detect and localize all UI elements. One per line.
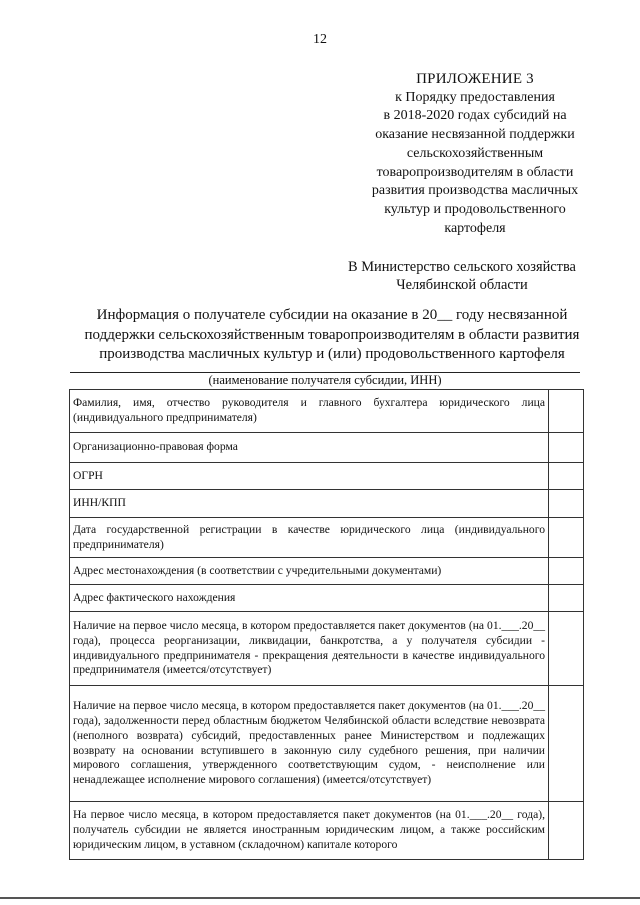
- row-value: [549, 802, 584, 860]
- row-label: Фамилия, имя, отчество руководителя и главного бухгалтера юридического лица (индивидуального предпринимателя): [70, 390, 549, 433]
- heading-line: поддержки сельскохозяйственным товаропроизводителям в области развития: [84, 326, 580, 343]
- table-row: [70, 558, 584, 585]
- table-row: [70, 802, 584, 860]
- addressee-block: [330, 258, 594, 294]
- appendix-line: к Порядку предоставления: [395, 89, 555, 105]
- row-value: [549, 585, 584, 612]
- appendix-line: в 2018-2020 годах субсидий на: [383, 108, 567, 124]
- row-label: Дата государственной регистрации в качестве юридического лица (индивидуального предпринимателя): [70, 518, 549, 558]
- table-row: [70, 518, 584, 558]
- row-value: [549, 612, 584, 686]
- row-label: Наличие на первое число месяца, в котором предоставляется пакет документов (на 01.___.20__ года), задолженности перед областным бюджетом Челябинской области вследствие невозврата (неполного возврата) субсидий, предоставленных ранее Министерством и подлежащих возврату на основании вступившего в законную силу судебного решения, при наличии мирового соглашения, утвержденного соответствующим судом, - неисполнение или ненадлежащее исполнение мирового соглашения) (имеется/отсутствует): [70, 686, 549, 802]
- row-value: [549, 490, 584, 518]
- appendix-line: картофеля: [444, 220, 506, 236]
- addressee-line: В Министерство сельского хозяйства: [348, 259, 576, 275]
- table-row: [70, 490, 584, 518]
- row-label: ИНН/КПП: [70, 490, 549, 518]
- appendix-block: [352, 70, 598, 238]
- heading-line: производства масличных культур и (или) продовольственного картофеля: [99, 346, 565, 363]
- table-row: [70, 433, 584, 463]
- heading-line: Информация о получателе субсидии на оказание в 20__ году несвязанной: [96, 307, 568, 323]
- row-value: [549, 433, 584, 463]
- row-value: [549, 686, 584, 802]
- row-value: [549, 390, 584, 433]
- appendix-line: культур и продовольственного: [384, 201, 566, 217]
- appendix-line: сельскохозяйственным: [406, 145, 544, 161]
- table-row: [70, 463, 584, 490]
- table-row: [70, 390, 584, 433]
- appendix-title: ПРИЛОЖЕНИЕ 3: [416, 71, 534, 87]
- recipient-name-caption: (наименование получателя субсидии, ИНН): [208, 373, 442, 387]
- table-row: [70, 585, 584, 612]
- row-value: [549, 518, 584, 558]
- page-bottom-edge: [0, 897, 640, 899]
- page-number: 12: [313, 32, 327, 47]
- row-label: ОГРН: [70, 463, 549, 490]
- row-label: Наличие на первое число месяца, в котором предоставляется пакет документов (на 01.___.20__ года), процесса реорганизации, ликвидации, банкротства, а у получателя субсидии - индивидуального предпринимателя - прекращения деятельности в качестве индивидуального предпринимателя (имеется/отсутствует): [70, 612, 549, 686]
- addressee-line: Челябинской области: [396, 277, 528, 293]
- row-label: На первое число месяца, в котором предоставляется пакет документов (на 01.___.20__ года), получатель субсидии не является иностранным юридическим лицом, а также российским юридическим лицом, в уставном (складочном) капитале которого: [70, 802, 549, 860]
- recipient-info-table: [69, 389, 584, 860]
- row-value: [549, 558, 584, 585]
- appendix-line: развития производства масличных: [371, 183, 579, 199]
- document-heading: [64, 306, 600, 365]
- table-row: [70, 612, 584, 686]
- row-label: Адрес местонахождения (в соответствии с учредительными документами): [70, 558, 549, 585]
- appendix-line: товаропроизводителям в области: [376, 164, 574, 180]
- table-row: [70, 686, 584, 802]
- row-label: Организационно-правовая форма: [70, 433, 549, 463]
- row-label: Адрес фактического нахождения: [70, 585, 549, 612]
- appendix-line: оказание несвязанной поддержки: [375, 127, 575, 143]
- row-value: [549, 463, 584, 490]
